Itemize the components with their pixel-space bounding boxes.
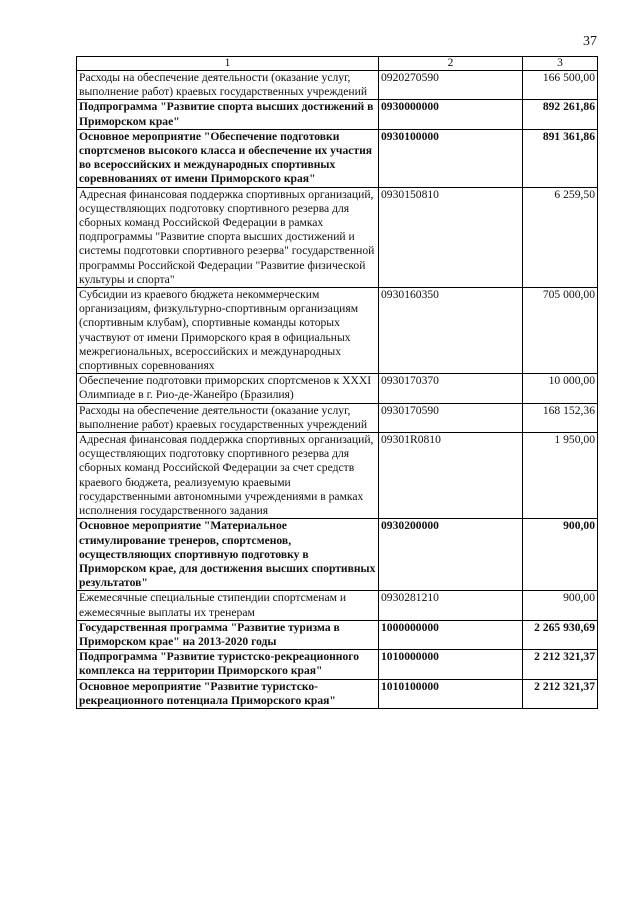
row-code-cell: 1010100000 bbox=[379, 679, 523, 708]
row-code-cell: 0930150810 bbox=[379, 187, 523, 287]
table-row bbox=[77, 519, 598, 591]
row-code-cell: 0930170370 bbox=[379, 374, 523, 403]
row-code-cell: 0930281210 bbox=[379, 591, 523, 620]
table-row bbox=[77, 288, 598, 374]
table-row bbox=[77, 71, 598, 100]
row-name-cell: Основное мероприятие "Обеспечение подготовки спортсменов высокого класса и обеспечение их участия во всероссийских и международных спортивных соревнованиях от имени Приморского края" bbox=[77, 129, 379, 187]
row-amount-cell: 2 212 321,37 bbox=[523, 650, 598, 679]
column-header-code: 2 bbox=[379, 57, 523, 71]
table-row bbox=[77, 591, 598, 620]
column-header-name: 1 bbox=[77, 57, 379, 71]
row-amount-cell: 10 000,00 bbox=[523, 374, 598, 403]
row-amount-cell: 2 212 321,37 bbox=[523, 679, 598, 708]
column-header-amount: 3 bbox=[523, 57, 598, 71]
row-amount-cell: 166 500,00 bbox=[523, 71, 598, 100]
row-code-cell: 0930200000 bbox=[379, 519, 523, 591]
row-amount-cell: 891 361,86 bbox=[523, 129, 598, 187]
row-code-cell: 1000000000 bbox=[379, 620, 523, 649]
page-number: 37 bbox=[583, 34, 597, 49]
row-code-cell: 1010000000 bbox=[379, 650, 523, 679]
row-amount-cell: 900,00 bbox=[523, 591, 598, 620]
row-amount-cell: 900,00 bbox=[523, 519, 598, 591]
row-code-cell: 0930100000 bbox=[379, 129, 523, 187]
row-code-cell: 0920270590 bbox=[379, 71, 523, 100]
table-header-row bbox=[77, 57, 598, 71]
row-name-cell: Подпрограмма "Развитие туристско-рекреационного комплекса на территории Приморского края" bbox=[77, 650, 379, 679]
row-name-cell: Адресная финансовая поддержка спортивных организаций, осуществляющих подготовку спортивного резерва для сборных команд Российской Федерации в рамках подпрограммы "Развитие спорта высших достижений и системы подготовки спортивного резерва" государственной программы Российской Федерации "Развитие физической культуры и спорта" bbox=[77, 187, 379, 287]
table-row bbox=[77, 100, 598, 129]
table-row bbox=[77, 620, 598, 649]
row-name-cell: Основное мероприятие "Материальное стимулирование тренеров, спортсменов, осуществляющих спортивную подготовку в Приморском крае, для достижения высших спортивных результатов" bbox=[77, 519, 379, 591]
row-name-cell: Ежемесячные специальные стипендии спортсменам и ежемесячные выплаты их тренерам bbox=[77, 591, 379, 620]
table-row bbox=[77, 129, 598, 187]
row-amount-cell: 892 261,86 bbox=[523, 100, 598, 129]
row-name-cell: Государственная программа "Развитие туризма в Приморском крае" на 2013-2020 годы bbox=[77, 620, 379, 649]
row-name-cell: Субсидии из краевого бюджета некоммерческим организациям, физкультурно-спортивным организациям (спортивным клубам), спортивные команды которых участвуют от имени Приморского края в официальных межрегиональных, всероссийских и международных спортивных соревнованиях bbox=[77, 288, 379, 374]
row-code-cell: 0930000000 bbox=[379, 100, 523, 129]
table-row bbox=[77, 679, 598, 708]
budget-table bbox=[76, 56, 598, 709]
row-code-cell: 0930160350 bbox=[379, 288, 523, 374]
row-name-cell: Расходы на обеспечение деятельности (оказание услуг, выполнение работ) краевых государственных учреждений bbox=[77, 71, 379, 100]
row-name-cell: Подпрограмма "Развитие спорта высших достижений в Приморском крае" bbox=[77, 100, 379, 129]
table-row bbox=[77, 187, 598, 287]
row-amount-cell: 705 000,00 bbox=[523, 288, 598, 374]
row-amount-cell: 168 152,36 bbox=[523, 403, 598, 432]
row-amount-cell: 6 259,50 bbox=[523, 187, 598, 287]
row-code-cell: 0930170590 bbox=[379, 403, 523, 432]
table-row bbox=[77, 433, 598, 519]
row-name-cell: Обеспечение подготовки приморских спортсменов к XXXI Олимпиаде в г. Рио-де-Жанейро (Бразилия) bbox=[77, 374, 379, 403]
row-code-cell: 09301R0810 bbox=[379, 433, 523, 519]
row-amount-cell: 1 950,00 bbox=[523, 433, 598, 519]
table-row bbox=[77, 374, 598, 403]
row-name-cell: Адресная финансовая поддержка спортивных организаций, осуществляющих подготовку спортивного резерва для сборных команд Российской Федерации за счет средств краевого бюджета, реализуемую краевыми государственными автономными учреждениями в рамках исполнения государственного задания bbox=[77, 433, 379, 519]
row-name-cell: Расходы на обеспечение деятельности (оказание услуг, выполнение работ) краевых государственных учреждений bbox=[77, 403, 379, 432]
row-name-cell: Основное мероприятие "Развитие туристско-рекреационного потенциала Приморского края" bbox=[77, 679, 379, 708]
row-amount-cell: 2 265 930,69 bbox=[523, 620, 598, 649]
table-row bbox=[77, 403, 598, 432]
table-row bbox=[77, 650, 598, 679]
